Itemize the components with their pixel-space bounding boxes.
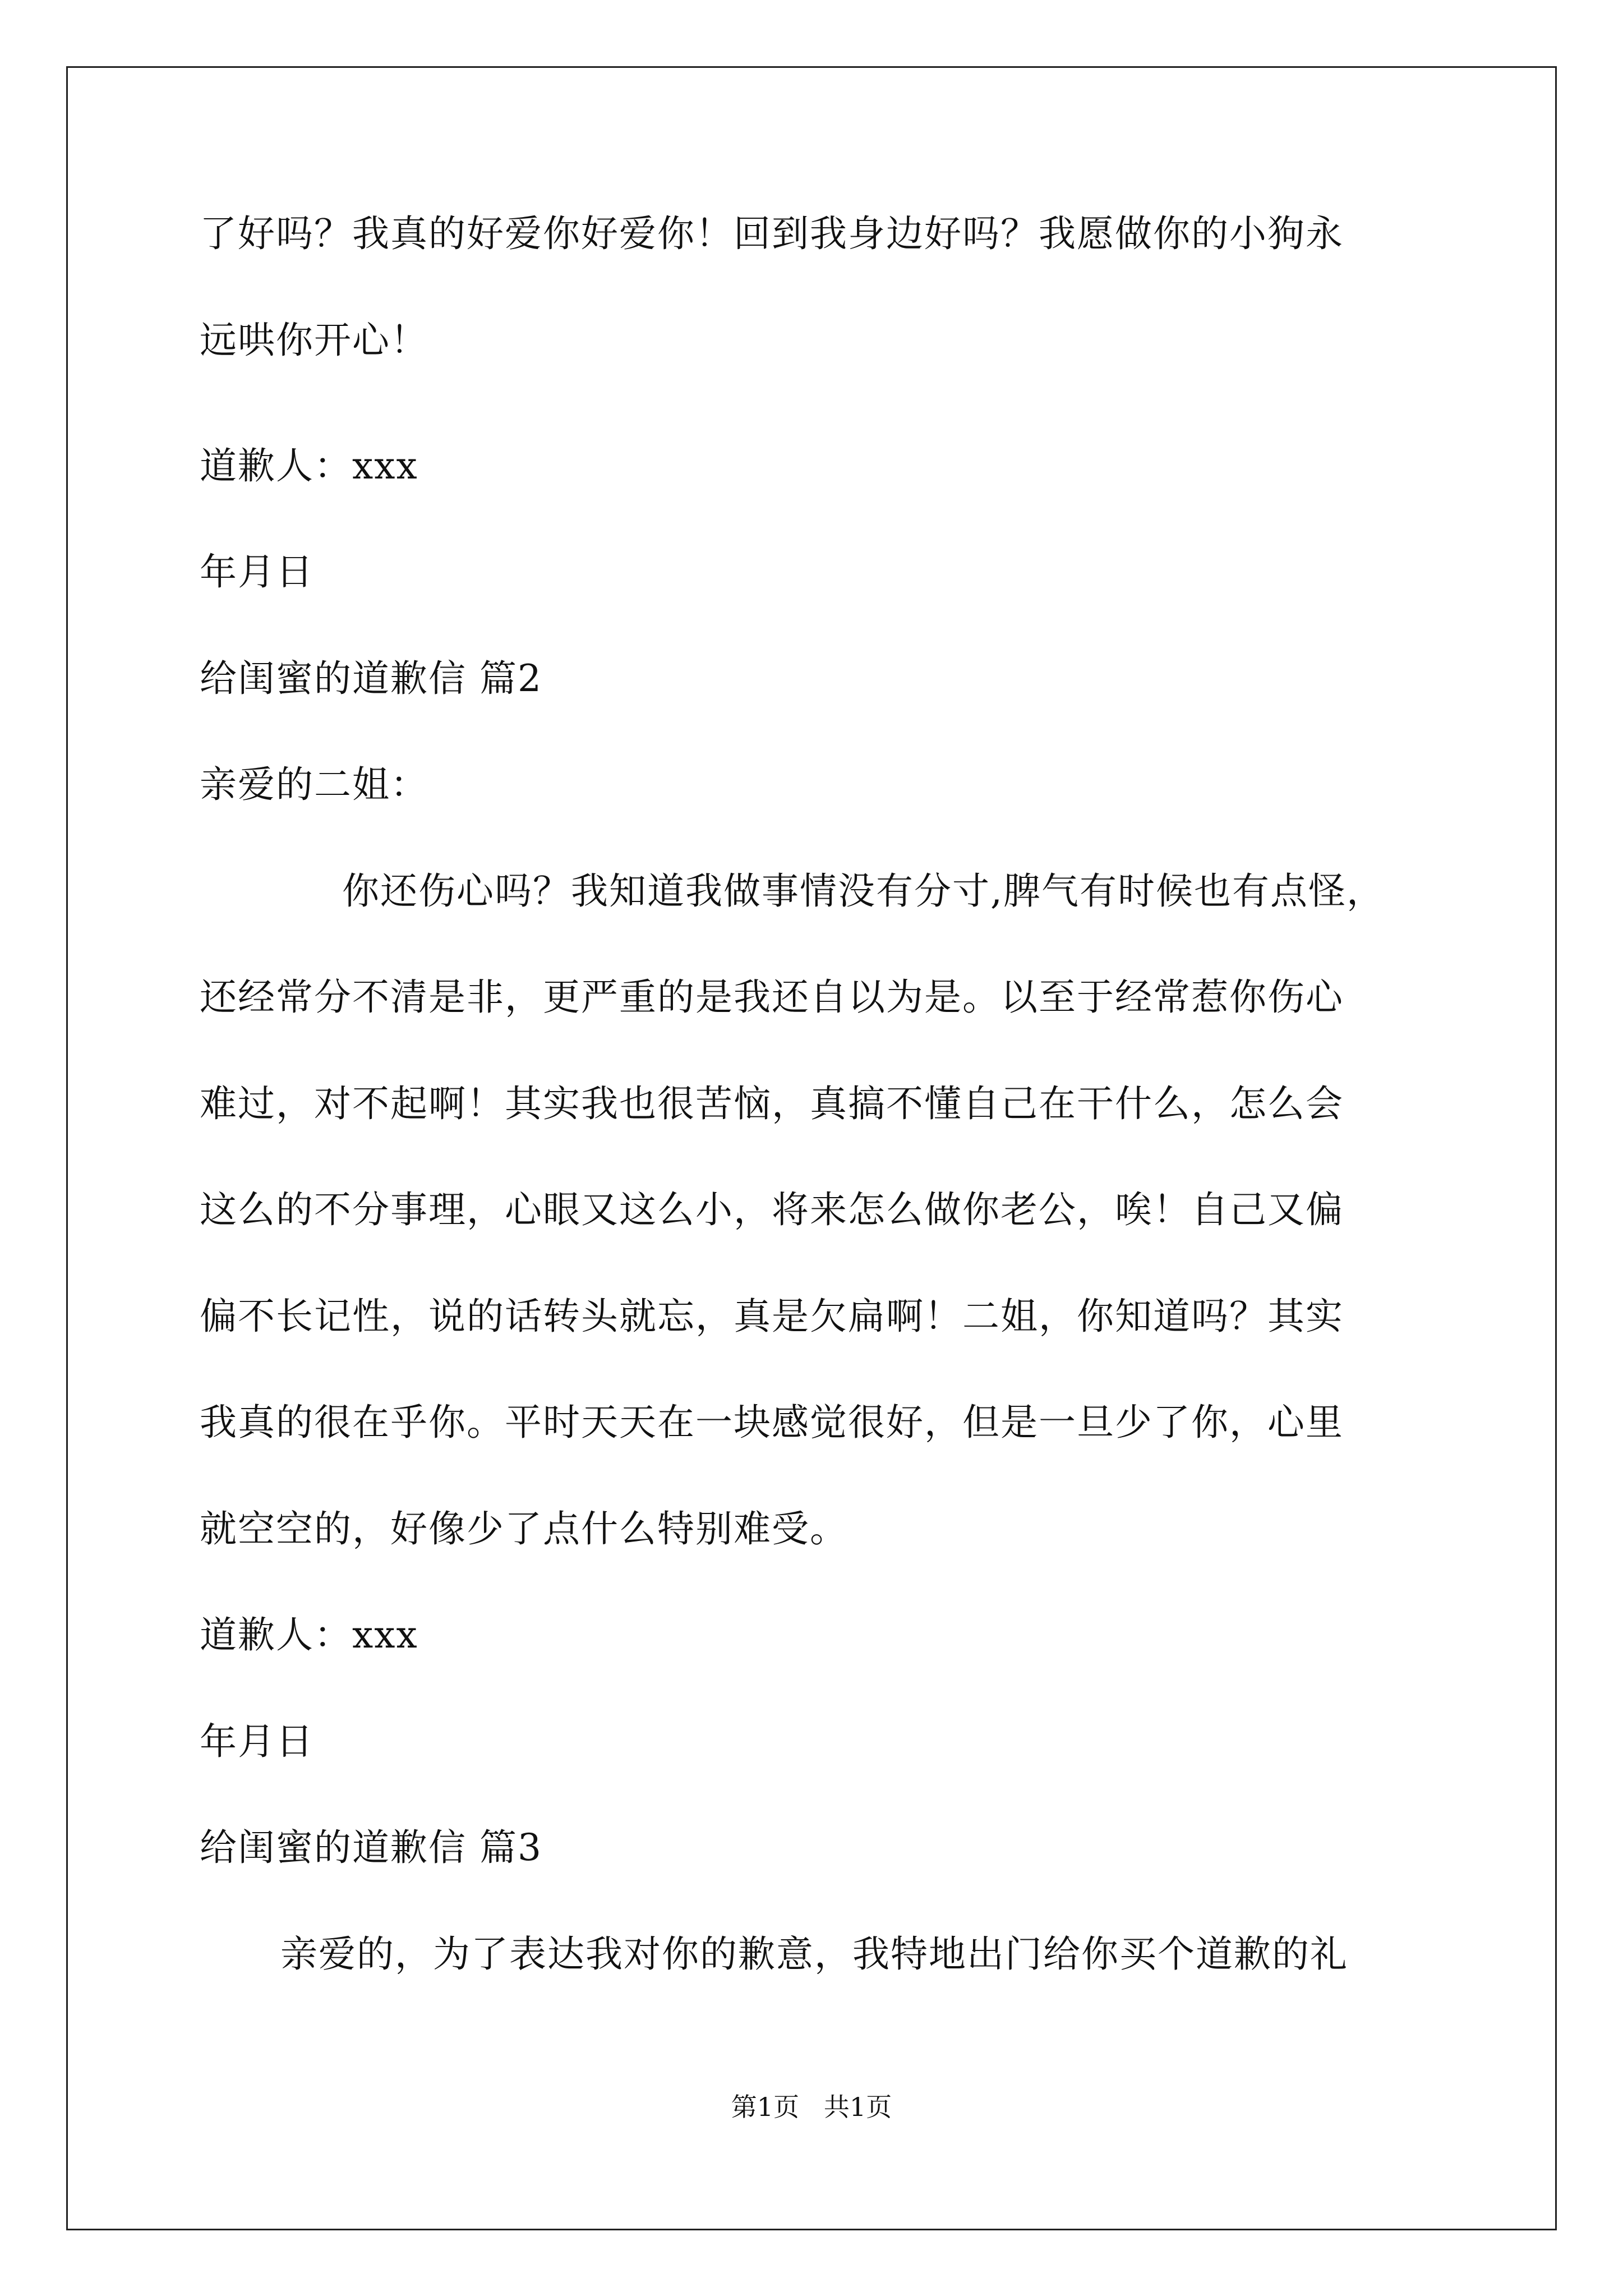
signature-line-1: 道歉人：xxx bbox=[200, 444, 418, 487]
signature-line-2: 道歉人：xxx bbox=[200, 1613, 418, 1657]
page-footer: 第1页 共1页 bbox=[731, 2092, 892, 2122]
section-heading-2: 给闺蜜的道歉信 篇2 bbox=[200, 657, 542, 700]
paragraph-line-3: 难过，对不起啊！其实我也很苦恼，真搞不懂自己在干什么，怎么会 bbox=[200, 1082, 1344, 1125]
paragraph-line-1: 你还伤心吗？我知道我做事情没有分寸,脾气有时候也有点怪， bbox=[342, 869, 1385, 913]
date-line-2: 年月日 bbox=[200, 1720, 314, 1763]
body-line-1: 了好吗？我真的好爱你好爱你！回到我身边好吗？我愿做你的小狗永 bbox=[200, 212, 1344, 255]
body-line-2: 远哄你开心！ bbox=[200, 319, 428, 362]
paragraph-line-6: 我真的很在乎你。平时天天在一块感觉很好，但是一旦少了你，心里 bbox=[200, 1401, 1344, 1444]
section-heading-3: 给闺蜜的道歉信 篇3 bbox=[200, 1826, 542, 1869]
paragraph-line-4: 这么的不分事理，心眼又这么小，将来怎么做你老公，唉！自己又偏 bbox=[200, 1188, 1344, 1231]
paragraph-line-7: 就空空的，好像少了点什么特别难受。 bbox=[200, 1507, 848, 1550]
date-line-1: 年月日 bbox=[200, 550, 314, 593]
salutation-line: 亲爱的二姐： bbox=[200, 763, 428, 806]
paragraph-line-8: 亲爱的，为了表达我对你的歉意，我特地出门给你买个道歉的礼 bbox=[280, 1932, 1348, 1976]
page-border bbox=[66, 66, 1557, 2230]
paragraph-line-5: 偏不长记性，说的话转头就忘，真是欠扁啊！二姐，你知道吗？其实 bbox=[200, 1295, 1344, 1338]
paragraph-line-2: 还经常分不清是非，更严重的是我还自以为是。以至于经常惹你伤心 bbox=[200, 976, 1344, 1019]
